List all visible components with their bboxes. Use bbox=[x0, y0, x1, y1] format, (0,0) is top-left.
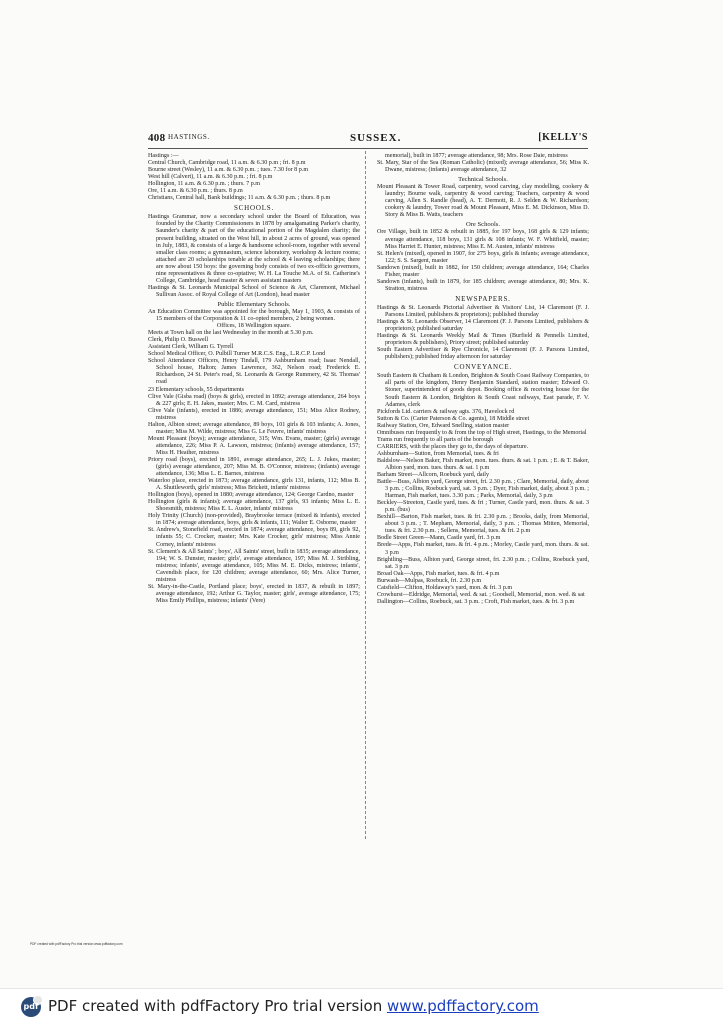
right-column-entry: Catsfield—Clifton, Holdaway's yard, mon. & fri. 3 p.m bbox=[377, 584, 513, 591]
header-rule bbox=[148, 148, 588, 149]
right-column-entry: Crowhurst—Eldridge, Memorial, wed. & sat. ; Goodsell, Memorial, mon. wed. & sat bbox=[377, 591, 585, 598]
right-column-entry: memorial), built in 1877; average attendance, 98; Mrs. Rose Daie, mistress bbox=[385, 153, 568, 159]
right-column-entry: Beckley—Streeton, Castle yard, tues. & fri ; Turner, Castle yard, mon. thurs. & sat. 3 p.m. (bus) bbox=[377, 500, 589, 514]
left-column-entry: Hastings Grammar, now a secondary school under the Board of Education, was founded by the Charity Commissioners in 1878 by amalgamating Parker's charity, Saunder's charity & part of the educational portion of the Magdalen charity; the present building, situated on the West hill, in about 2 acres of ground, was opened in July, 1883, & consists of a large & handsome school-room, together with several smaller class rooms; a gymnasium, science laboratory, workshop & lecture rooms; attached are 20 scholarships tenable at the school & 4 leaving scholarships; there are now about 150 boys: the governing body consists of two ex-officio governors, nine representatives & three co-optative; W. H. La Touche M.A. of St. Catherine's College, Cambridge, head master & seven assistant masters bbox=[148, 214, 360, 284]
right-column-entry: Brightling—Buss, Albion yard, George street, fri. 2.30 p.m. ; Collins, Roebuck yard, sat. 3 p.m bbox=[377, 556, 589, 570]
left-column-entry: Central Church, Cambridge road, 11 a.m. & 6.30 p.m ; fri. 8 p.m bbox=[148, 160, 306, 167]
left-column-entry: Christians, Central hall, Bank buildings; 11 a.m. & 6.30 p.m. ; thurs. 8 p.m bbox=[148, 195, 331, 202]
right-column-entry: Dallington—Collins, Roebuck, sat. 3 p.m. ; Croft, Fish market, tues. & fri. 3 p.m bbox=[377, 598, 575, 605]
left-column-entry: St. Mary-in-the-Castle, Portland place; boys', erected in 1837, & rebuilt in 1897; average attendance, 192; Arthur G. Taylor, master; girls', average attendance, 175; Miss Emily Phillips, mistress; infants' (Vere) bbox=[148, 583, 360, 604]
left-column-entry: Ore, 11 a.m. & 6.30 p.m. ; thurs. 8 p.m bbox=[148, 188, 243, 195]
right-column-entry: Broad Oak—Apps, Fish market, tues. & fri. 4 p.m bbox=[377, 570, 500, 577]
left-column-entry: An Education Committee was appointed for the borough, May 1, 1903, & consists of 15 members of the Corporation & 11 co-opted members, 2 being women. bbox=[148, 308, 360, 323]
page-number: 408 bbox=[148, 132, 166, 144]
left-column-entry: Holy Trinity (Church) (non-provided), Braybrooke terrace (mixed & infants), erected in 1874; average attendance, boys, girls & infants, 111; Walter E. Osborne, master bbox=[148, 513, 360, 527]
banner-prefix: PDF created with pdfFactory Pro trial version bbox=[48, 997, 387, 1015]
right-column-entry: Hastings & St. Leonards Pictorial Advertiser & Visitors' List, 14 Claremont (F. J. Parsons Limited, publishers & proprietors); published thursday bbox=[377, 304, 589, 318]
right-column-entry: Pickfords Ltd. carriers & railway agts. 376, Havelock rd bbox=[377, 408, 515, 415]
left-column-entry: Hollington, 11 a.m. & 6.30 p.m. ; thurs. 7 p.m bbox=[148, 181, 260, 188]
left-column-entry: Clerk, Philip O. Buswell bbox=[148, 337, 209, 344]
left-column-entry: Hollington (boys), opened in 1880; average attendance, 124; George Cardno, master bbox=[148, 492, 354, 499]
left-column-section-heading: SCHOOLS. bbox=[233, 204, 275, 213]
right-column-section-heading: NEWSPAPERS. bbox=[455, 294, 511, 303]
right-column-section-heading: CONVEYANCE. bbox=[454, 363, 512, 372]
left-column-entry: Waterloo place, erected in 1873; average attendance, girls 131, infants, 112; Miss B. A. Shuttleworth, girls' mistress; Miss Brickett, infants' mistress bbox=[148, 478, 360, 492]
left-column-entry: Priory road (boys), erected in 1891, average attendance, 265; L. J. Jukes, master; (girls) average attendance, 207; Miss M. B. O'Connor, mistress; (infants) average attendance, 136; Miss L. E. Barnes, mistress bbox=[148, 456, 360, 478]
right-column-subheading: Technical Schools. bbox=[458, 176, 508, 184]
right-column-entry: Bexhill—Barton, Fish market, tues. & fri. 2.30 p.m. ; Brooks, daily, from Memorial, about 3 p.m. ; T. Mepham, Memorial, daily, 3 p.m. ; Thomas Mitten, Memorial, tues. & fri. 2.30 p.m. ; Sellens, Memorial, tues. & fri. 2 p.m bbox=[377, 514, 589, 535]
left-column-entry: Clive Vale (Gisba road) (boys & girls), erected in 1892; average attendance, 264 boys & 227 girls; E. H. Jakes, master; Mrs. C. M. Card, mistress bbox=[148, 393, 360, 407]
publisher-heading: [KELLY'S bbox=[538, 132, 588, 143]
right-column-entry: Barham Street—Allcorn, Roebuck yard, daily bbox=[377, 472, 490, 479]
right-column-entry: St. Helen's (mixed), opened in 1907, for 275 boys, girls & infants; average attendance, 122; S. S. Sargent, master bbox=[377, 250, 589, 264]
right-column-entry: Sutton & Co. (Carter Paterson & Co. agents), 18 Middle street bbox=[377, 415, 530, 422]
left-column-entry: Bourne street (Wesley), 11 a.m. & 6.30 p.m. ; tues. 7.30 for 8 p.m bbox=[148, 167, 309, 174]
left-column-entry: Hollington (girls & infants); average attendance, 137 girls, 93 infants; Miss L. E. Shoesmith, mistress; Miss E. L. Auster, infants' mistress bbox=[148, 499, 360, 513]
left-heading: HASTINGS. bbox=[168, 133, 210, 141]
running-head bbox=[148, 132, 588, 146]
right-column-entry: Sandown (mixed), built in 1882, for 150 children; average attendance, 164; Charles Fisher, master bbox=[377, 264, 589, 278]
left-column-entry: Offices, 18 Wellington square. bbox=[216, 323, 292, 330]
right-column-entry: Bodle Street Green—Mann, Castle yard, fri. 3 p.m bbox=[377, 535, 501, 542]
right-column-entry: Mount Pleasant & Tower Road, carpentry, wood carving, clay modelling, cookery & laundry; Bourne walk, carpentry & wood carving; Teachers, carpentry & wood carving, Allen S. Randle (head), A. T. Dermott, R. J. Selden & W. Richardson; cookery & laundry, Tower road & Mount Pleasant, Miss E. M. Dickinson, Miss D. Story & Miss B. Watts, teachers bbox=[377, 184, 589, 219]
left-column-entry: Hastings :— bbox=[148, 153, 179, 159]
left-column-entry: West hill (Calvert), 11 a.m. & 6.30 p.m. ; fri. 8 p.m bbox=[148, 174, 273, 181]
left-column-entry: Mount Pleasant (boys); average attendance, 315; Wm. Evans, master; (girls) average attendance, 226; Miss P. A. Lawson, mistress; (infants) average attendance, 157; Miss H. Heather, mistress bbox=[148, 435, 360, 456]
county-heading: SUSSEX. bbox=[350, 132, 402, 144]
right-column-entry: South Eastern & Chatham & London, Brighton & South Coast Railway Companies, to all parts of the kingdom, Henry Benjamin Standard, station master; Edward O. Stoner, superintendent of goods depot. Booking office & receiving house for the South Eastern & London, Brighton & South Coast railways, East parade, F. V. Adames, clerk bbox=[377, 373, 589, 408]
left-column-entry: 23 Elementary schools, 55 departments bbox=[148, 386, 244, 393]
left-column-entry: Halton, Albion street; average attendance, 89 boys, 101 girls & 103 infants; A. Jones, master; Miss M. Wilde, mistress; Miss G. Le Feuvre, infants' mistress bbox=[148, 421, 360, 435]
right-column-entry: Omnibuses run frequently to & from the top of High street, Hastings, to the Memorial bbox=[377, 429, 587, 436]
left-column-entry: Assistant Clerk, William G. Tyrrell bbox=[148, 344, 234, 351]
left-column-entry: Meets at Town hall on the last Wednesday in the month at 5.30 p.m. bbox=[148, 330, 314, 337]
left-column-entry: Hastings & St. Leonards Municipal School of Science & Art, Claremont, Michael Sullivan Assoc. of Royal College of Art (London), head master bbox=[148, 284, 360, 298]
right-column-entry: CARRIERS, with the places they go to, the days of departure. bbox=[377, 443, 529, 450]
right-column-entry: Trams run frequently to all parts of the borough bbox=[377, 436, 494, 443]
right-column-entry: Sandown (infants), built in 1879, for 185 children; average attendance, 80; Mrs. K. Stratton, mistress bbox=[377, 278, 589, 292]
banner-link[interactable]: www.pdffactory.com bbox=[387, 997, 539, 1015]
right-column-entry: Ore Village, built in 1852 & rebuilt in 1885, for 197 boys, 168 girls & 129 infants; average attendance, 118 boys, 131 girls & 108 infants; W. F. Whitfield, master; Miss Harriet E. Hunter, mistress; Miss E. M. Austen, infants' mistress bbox=[377, 229, 589, 250]
right-column-entry: St. Mary, Star of the Sea (Roman Catholic) (mixed); average attendance, 56; Miss K. Dwane, mistress; (infants) average attendance, 32 bbox=[377, 160, 589, 174]
left-column-entry: School Attendance Officers, Henry Tindall, 179 Ashburnham road; Isaac Nendall, School house, Halton; James Lawrence, 362, Nelson road; Frederick E. Richardson, 24 St. Peter's road, St. Leonards & George Rummery, 42 St. Thomas' road bbox=[148, 358, 360, 386]
right-column-entry: Hastings & St. Leonards Weekly Mail & Times (Burfield & Pennells Limited, proprietors & publishers), Priory street; published saturday bbox=[377, 333, 589, 347]
right-column-entry: Burwash—Mulpas, Roebuck, fri. 2.30 p.m bbox=[377, 577, 482, 584]
footer-note: PDF created with pdfFactory Pro trial version www.pdffactory.com bbox=[30, 942, 123, 946]
left-column-entry: St. Andrew's, Stonefield road, erected in 1874; average attendance, boys 89, girls 92, infants 55; C. Crocker, master; Mrs. Kate Crocker, girls' mistress; Miss Annie Corney, infants' mistress bbox=[148, 527, 360, 548]
right-column-subheading: Ore Schools. bbox=[465, 221, 501, 229]
banner-text bbox=[48, 997, 539, 1015]
right-column-entry: Hastings & St. Leonards Observer, 14 Claremont (F. J. Parsons Limited, publishers & proprietors); published saturday bbox=[377, 319, 589, 333]
pdf-logo-icon bbox=[21, 997, 41, 1017]
right-column-entry: Brede—Apps, Fish market, tues. & fri. 4 p.m. ; Morley, Castle yard, mon. thurs. & sat. 3 p.m bbox=[377, 542, 589, 556]
left-column-entry: School Medical Officer, O. Pulbill Turner M.R.C.S. Eng., L.R.C.P. Lond bbox=[148, 351, 326, 358]
right-column-entry: Railway Station, Ore, Edward Snelling, station master bbox=[377, 422, 510, 429]
right-column-entry: Ashburnham—Sutton, from Memorial, tues. & fri bbox=[377, 450, 499, 457]
left-column-entry: St. Clement's & All Saints' ; boys', All Saints' street, built in 1835; average attendance, 194; W. S. Dunster, master; girls', average attendance, 197; Miss M. J. Stribling, mistress; infants', average attendance, 105; Miss M. E. Dicks, mistress; infants', Cavendish place, for 120 children; average attendance, 60; Mrs. Alice Turner, mistress bbox=[148, 548, 360, 583]
right-column bbox=[377, 153, 589, 606]
left-column-entry: Clive Vale (infants), erected in 1886; average attendance, 151; Miss Alice Rodney, mistress bbox=[148, 407, 360, 421]
right-column-entry: Battle—Buss, Albion yard, George street, fri. 2.30 p.m. ; Clare, Memorial, daily, about 3 p.m. ; Collins, Roebuck yard, sat. 3 p.m. ; Dyer, Fish market, daily, about 3 p.m. ; Harman, Fish market, tues. 3.30 p.m. ; Parks, Memorial, daily, 3 p.m bbox=[377, 479, 589, 500]
left-column-subheading: Public Elementary Schools. bbox=[217, 300, 291, 308]
right-column-entry: Baldslow—Nelson Baker, Fish market, mon. tues. thurs. & sat. 1 p.m. ; E. & T. Baker, Albion yard, mon. tues. thurs. & sat. 1 p.m bbox=[377, 457, 589, 471]
left-column bbox=[148, 153, 360, 605]
pdf-banner bbox=[0, 988, 723, 1024]
right-column-entry: South Eastern Advertiser & Rye Chronicle, 14 Claremont (F. J. Parsons Limited, publishers); published friday afternoon for saturday bbox=[377, 347, 589, 361]
column-divider bbox=[365, 151, 366, 839]
